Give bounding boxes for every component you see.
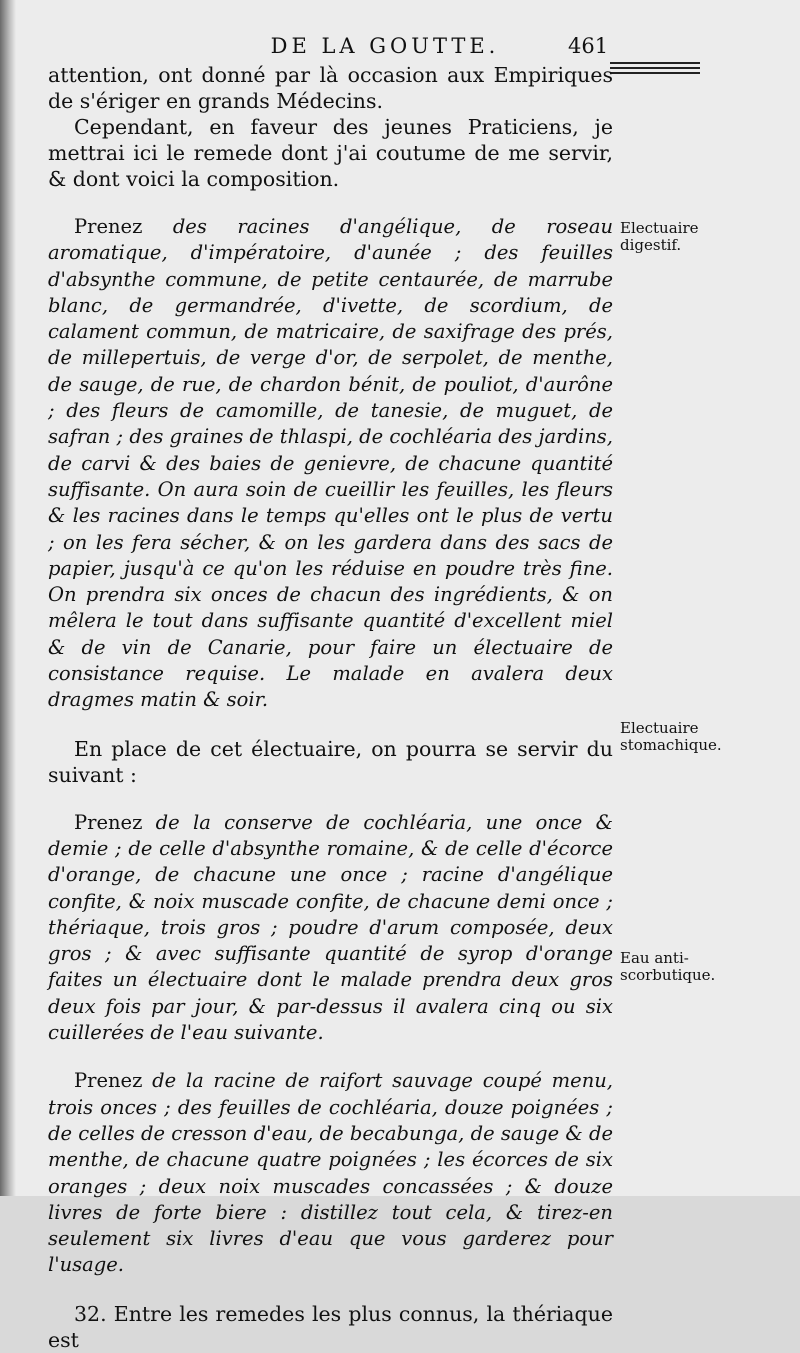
paragraph-alternative: En place de cet électuaire, on pourra se servir du suivant : xyxy=(48,736,613,787)
margin-note-electuaire-digestif: Electuaire digestif. xyxy=(620,219,699,254)
paragraph-numbered: 32. Entre les remedes les plus connus, la thériaque est xyxy=(48,1301,613,1352)
paragraph-intro: Cependant, en faveur des jeunes Praticiens, je mettrai ici le remede dont j'ai coutume de me servir, & dont voici la composition. xyxy=(48,115,613,191)
running-head: DE LA GOUTTE. xyxy=(270,34,500,58)
recipe-lead: Prenez xyxy=(74,1069,143,1093)
recipe-electuaire-stomachique xyxy=(48,810,613,1047)
page-body xyxy=(48,62,613,1353)
paragraph-continued: attention, ont donné par là occasion aux Empiriques de s'ériger en grands Médecins. xyxy=(48,63,613,113)
recipe-eau-antiscorbutique xyxy=(48,1068,613,1278)
recipe-text: de la conserve de cochléaria, une once & demie ; de celle d'absynthe romaine, & de celle d'écorce d'orange, de chacune une once ; racine d'angélique confite, & noix muscade confite, de chacune demi once ; thériaque, trois gros ; poudre d'arum composée, deux gros ; & avec suffisante quantité de syrop d'orange faites un électuaire dont le malade prendra deux gros deux fois par jour, & par-dessus il avalera cinq ou six cuillerées de l'eau suivante. xyxy=(48,810,613,1045)
recipe-lead: Prenez xyxy=(74,810,143,834)
recipe-electuaire-digestif xyxy=(48,214,613,714)
recipe-text: des racines d'angélique, de roseau aromatique, d'impératoire, d'aunée ; des feuilles d'absynthe commune, de petite centaurée, de marrube blanc, de germandrée, d'ivette, de scordium, de calament commun, de matricaire, de saxifrage des prés, de millepertuis, de verge d'or, de serpolet, de menthe, de sauge, de rue, de chardon bénit, de pouliot, d'aurône ; des fleurs de camomille, de tanesie, de muguet, de safran ; des graines de thlaspi, de cochléaria des jardins, de carvi & des baies de genievre, de chacune quantité suffisante. On aura soin de cueillir les feuilles, les fleurs & les racines dans le temps qu'elles ont le plus de vertu ; on les fera sécher, & on les gardera dans des sacs de papier, jusqu'à ce qu'on les réduise en poudre très fine. On prendra six onces de chacun des ingrédients, & on mêlera le tout dans suffisante quantité d'excellent miel & de vin de Canarie, pour faire un électuaire de consistance requise. Le malade en avalera deux dragmes matin & soir. xyxy=(48,215,614,712)
page-number: 461 xyxy=(568,34,609,58)
recipe-lead: Prenez xyxy=(74,215,143,238)
recipe-text: de la racine de raifort sauvage coupé menu, trois onces ; des feuilles de cochléaria, douze poignées ; de celles de cresson d'eau, de becabunga, de sauge & de menthe, de chacune quatre poignées ; les écorces de six oranges ; deux noix muscades concassées ; & douze livres de forte biere : distillez tout cela, & tirez-en seulement six livres d'eau que vous garderez pour l'usage. xyxy=(48,1069,614,1277)
page-gutter-shadow xyxy=(0,0,16,1196)
ornamental-rule xyxy=(610,62,700,77)
margin-note-eau-antiscorbutique: Eau anti-scorbutique. xyxy=(620,949,716,984)
margin-note-electuaire-stomachique: Electuaire stomachique. xyxy=(620,719,722,754)
